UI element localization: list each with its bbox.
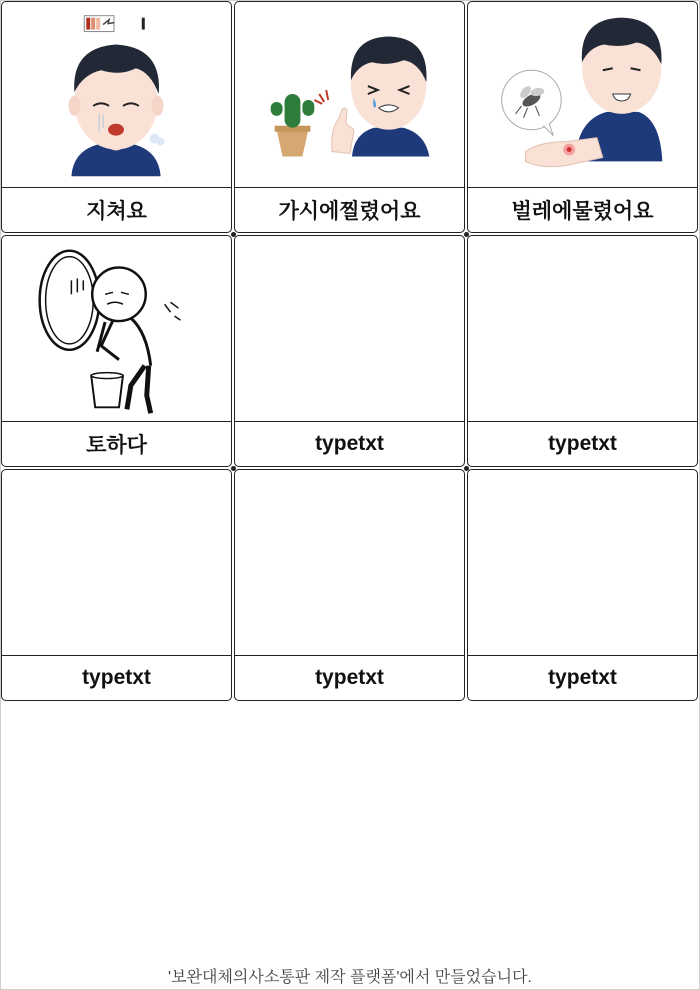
tired-boy-image [2,2,231,188]
mosquito-bite-boy-image [468,2,697,188]
grid-joint [231,466,236,471]
card-tired[interactable] [1,1,232,233]
empty-image [235,236,464,422]
card-label: typetxt [468,421,697,466]
vomiting-stick-figure-image [2,236,231,422]
card-cactus-prick[interactable] [234,1,465,233]
card-empty[interactable] [234,235,465,467]
card-mosquito-bite[interactable] [467,1,698,233]
footer-credit: '보완대체의사소통판 제작 플랫폼'에서 만들었습니다. [168,969,532,986]
card-label: typetxt [235,655,464,700]
grid-joint [464,466,469,471]
card-label: typetxt [2,655,231,700]
card-label: 토하다 [2,421,231,466]
grid-joint [464,232,469,237]
card-empty[interactable] [467,235,698,467]
card-vomit[interactable] [1,235,232,467]
card-empty[interactable] [1,469,232,701]
card-empty[interactable] [467,469,698,701]
card-label: typetxt [468,655,697,700]
empty-image [235,470,464,656]
card-label: 지쳐요 [2,187,231,232]
card-empty[interactable] [234,469,465,701]
card-label: 벌레에물렸어요 [468,187,697,232]
empty-image [2,470,231,656]
empty-image [468,236,697,422]
grid-joint [231,232,236,237]
empty-image [468,470,697,656]
card-label: 가시에찔렸어요 [235,187,464,232]
cactus-prick-boy-image [235,2,464,188]
card-label: typetxt [235,421,464,466]
